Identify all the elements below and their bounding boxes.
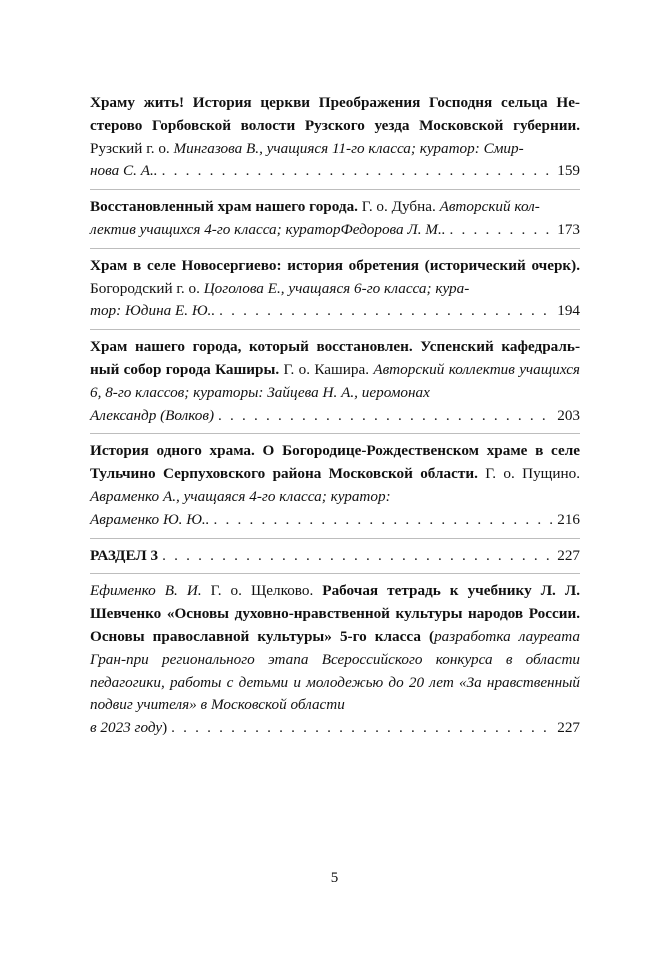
entry-authors-cont: Александр (Волков) bbox=[90, 406, 215, 424]
table-of-contents bbox=[90, 92, 580, 740]
divider bbox=[90, 189, 580, 190]
entry-note-cont: «За нравственный подвиг учителя» в Московской области bbox=[90, 673, 581, 714]
entry-author: Ефименко В. И. bbox=[90, 582, 202, 600]
section-label: РАЗДЕЛ 3 bbox=[90, 546, 159, 564]
divider bbox=[90, 329, 580, 330]
divider bbox=[90, 433, 580, 434]
entry-title-cont: Л. Л. Шевченко «Основы духовно-нравственной культуры народов bbox=[90, 582, 580, 623]
entry-authors: Авторский кол- bbox=[439, 198, 540, 216]
entry-note-cont: в 2023 году bbox=[90, 719, 163, 737]
entry-title: Рабочая тетрадь к учебнику bbox=[322, 582, 532, 600]
entry-authors-cont: лектив учащихся 4-го класса; куратор bbox=[90, 220, 341, 238]
leader-dots bbox=[219, 300, 553, 323]
entry-title-cont: ный собор города Каширы. bbox=[90, 360, 280, 378]
entry-authors: Авторский коллектив bbox=[373, 360, 515, 378]
paren-open: ( bbox=[420, 627, 435, 645]
entry-authors-mid: учащихся 6, 8-го классов; кураторы: Зайцева Н. А., иеромонах bbox=[90, 360, 580, 401]
entry-page-number: 173 bbox=[557, 220, 580, 238]
entry-title-cont: очерк). bbox=[531, 256, 581, 274]
leader-dots bbox=[213, 509, 553, 532]
divider bbox=[90, 573, 580, 574]
entry-note: разработка bbox=[434, 627, 511, 645]
toc-entry bbox=[90, 196, 580, 242]
toc-entry bbox=[90, 440, 580, 531]
entry-title: Храму жить! История церкви Преображения Господня сельца Не- bbox=[90, 94, 580, 111]
toc-entry bbox=[90, 580, 580, 740]
entry-authors-cont: Авраменко Ю. Ю.. bbox=[90, 510, 210, 528]
entry-page-number: 194 bbox=[557, 302, 580, 320]
page-number: 5 bbox=[330, 870, 339, 886]
entry-authors-cont: тор: Юдина Е. Ю.. bbox=[90, 302, 216, 320]
section-page-number: 227 bbox=[557, 546, 580, 564]
leader-dots bbox=[171, 717, 553, 740]
leader-dots bbox=[162, 160, 554, 183]
entry-location: Богородский г. о. bbox=[90, 279, 204, 297]
paren-close: ) bbox=[162, 719, 168, 737]
entry-note-cont: лауреата Гран-при регионального этапа Всероссийского конкурса bbox=[90, 627, 581, 668]
entry-title: Храм в селе Новосергиево: история обретения (исторический bbox=[90, 256, 526, 274]
toc-section bbox=[90, 545, 580, 568]
entry-title: Восстановленный храм нашего города. bbox=[90, 198, 358, 216]
entry-location: Г. о. Кашира. bbox=[279, 360, 374, 378]
toc-entry bbox=[90, 336, 580, 427]
entry-title-cont: России. Основы православной культуры» 5-го класса bbox=[90, 605, 581, 645]
toc-entry bbox=[90, 92, 580, 183]
entry-authors: Авраменко А., учащаяся 4-го класса; куратор: bbox=[90, 487, 391, 505]
entry-title: История одного храма. О Богородице-Рождественском храме bbox=[90, 442, 528, 460]
entry-page-number: 203 bbox=[557, 406, 580, 424]
entry-location: Г. о. Пущино. bbox=[485, 465, 581, 483]
entry-authors: Мингазова В., учащияся 11-го класса; куратор: Смир- bbox=[173, 139, 524, 157]
divider bbox=[90, 248, 580, 249]
entry-curator: Федорова Л. М.. bbox=[340, 220, 446, 238]
leader-dots bbox=[162, 545, 553, 568]
leader-dots bbox=[450, 219, 554, 242]
entry-location: Рузский г. о. bbox=[90, 139, 174, 157]
divider bbox=[90, 538, 580, 539]
entry-page-number: 216 bbox=[557, 510, 580, 528]
leader-dots bbox=[218, 405, 553, 428]
toc-entry bbox=[90, 255, 580, 323]
entry-title-cont: стерово Горбовской волости Рузского уезда Московской губернии. bbox=[90, 116, 580, 134]
entry-location: Г. о. Щелково. bbox=[201, 582, 323, 600]
entry-note-cont: в области педагогики, работы с детьми и молодежью до 20 лет bbox=[90, 650, 581, 691]
entry-page-number: 227 bbox=[557, 719, 580, 737]
entry-authors: Цоголова Е., учащаяся 6-го класса; кура- bbox=[203, 279, 470, 297]
entry-title-cont: в селе Тульчино Серпуховского района Московской области. bbox=[90, 442, 580, 483]
entry-authors-cont: нова С. А.. bbox=[90, 162, 158, 180]
entry-title: Храм нашего города, который восстановлен. Успенский кафедраль- bbox=[90, 338, 580, 356]
entry-location: Г. о. Дубна. bbox=[357, 198, 440, 216]
entry-page-number: 159 bbox=[557, 162, 580, 180]
